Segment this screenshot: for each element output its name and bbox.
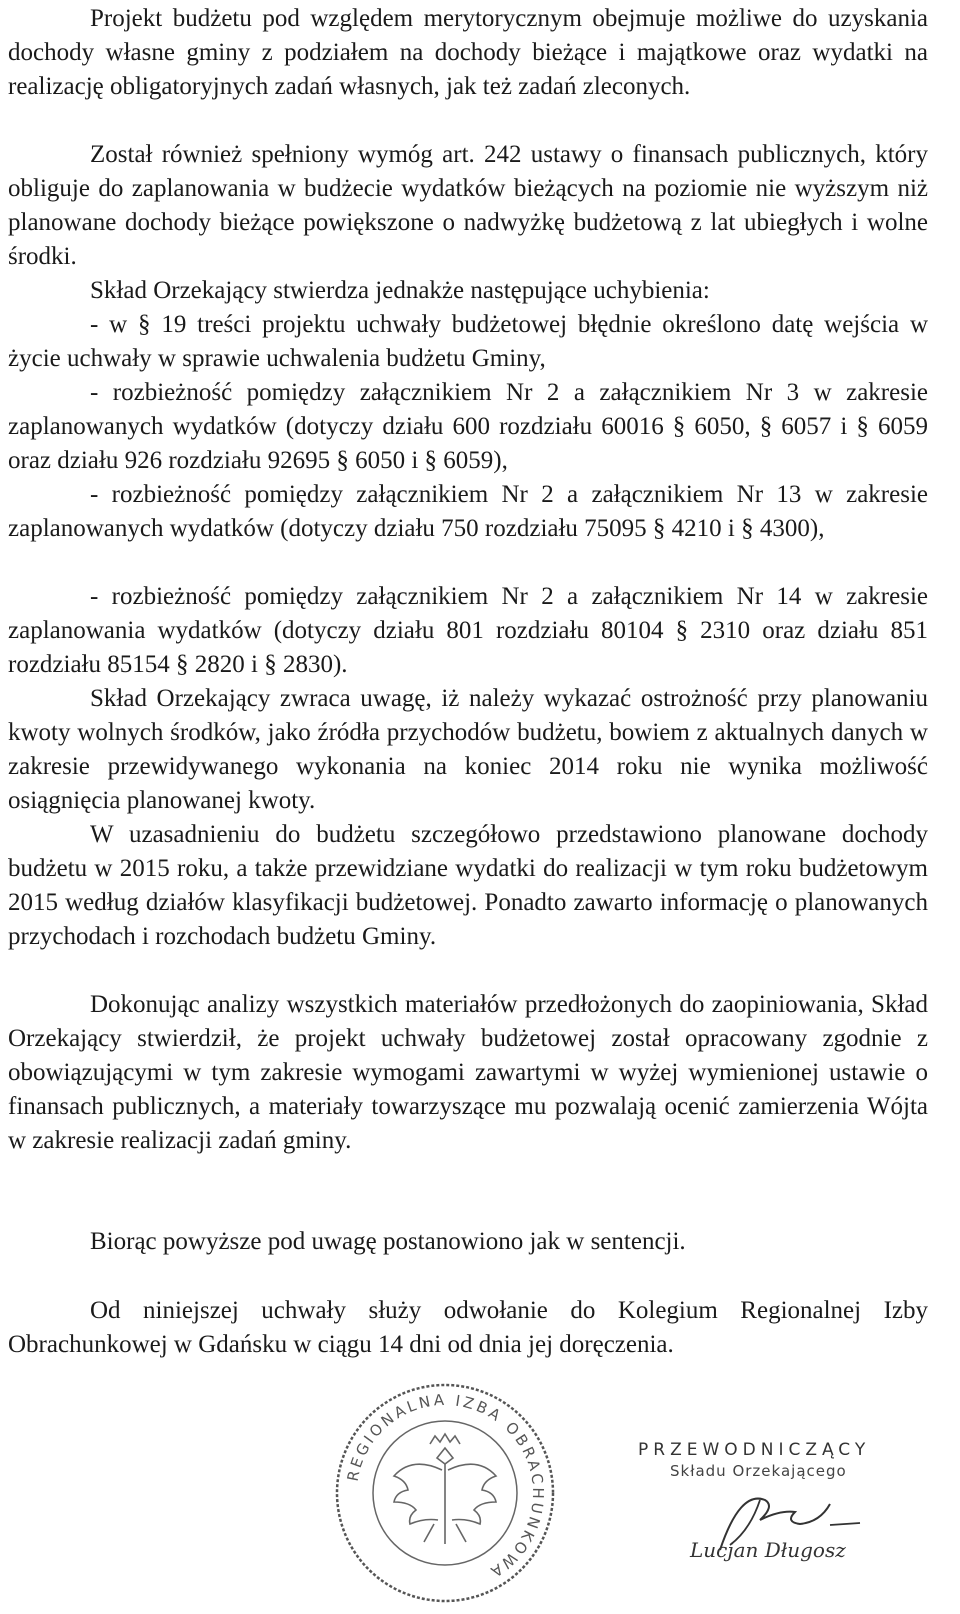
paragraph-project-scope: Projekt budżetu pod względem merytorycznym obejmuje możliwe do uzyskania dochody własne gminy z podziałem na dochody bieżące i majątkowe oraz wydatki na realizację obligatoryjnych zadań własnych, jak też zadań zleconych.: [8, 5, 928, 100]
signature-name: Lucjan Długosz: [690, 1538, 846, 1562]
paragraph-analysis-conclusion: Dokonując analizy wszystkich materiałów przedłożonych do zaopiniowania, Skład Orzekający stwierdził, że projekt uchwały budżetowej został opracowany zgodnie z obowiązującymi w tym zakresie wymogami zawartymi w wyżej wymienionej ustawie o finansach publicznych, a materiały towarzyszące mu pozwalają ocenić zamierzenia Wójta w zakresie realizacji zadań gminy.: [8, 991, 928, 1154]
signature-title: PRZEWODNICZĄCY: [638, 1440, 871, 1460]
list-item-shortcoming-2: - rozbieżność pomiędzy załącznikiem Nr 2 a załącznikiem Nr 3 w zakresie zaplanowanych wydatków (dotyczy działu 600 rozdziału 60016 § 6050, § 6057 i § 6059 oraz działu 926 rozdziału 92695 § 6050 i § 6059),: [8, 379, 928, 474]
paragraph-art-242: Został również spełniony wymóg art. 242 ustawy o finansach publicznych, który obliguje do zaplanowania w budżecie wydatków bieżących na poziomie nie wyższym niż planowane dochody bieżące powiększone o nadwyżkę budżetową z lat ubiegłych i wolne środki.: [8, 141, 928, 270]
official-stamp: [330, 1378, 560, 1608]
signature-block: [630, 1440, 930, 1610]
svg-text:REGIONALNA IZBA OBRACHUNKOWA: REGIONALNA IZBA OBRACHUNKOWA: [343, 1390, 548, 1583]
list-item-shortcoming-3: - rozbieżność pomiędzy załącznikiem Nr 2 a załącznikiem Nr 13 w zakresie zaplanowanych wydatków (dotyczy działu 750 rozdziału 75095 § 4210 i § 4300),: [8, 481, 928, 542]
list-item-shortcoming-1: - w § 19 treści projektu uchwały budżetowej błędnie określono datę wejścia w życie uchwały w sprawie uchwalenia budżetu Gminy,: [8, 311, 928, 372]
paragraph-decision: Biorąc powyższe pod uwagę postanowiono jak w sentencji.: [90, 1228, 686, 1255]
paragraph-justification: W uzasadnieniu do budżetu szczegółowo przedstawiono planowane dochody budżetu w 2015 roku, a także przewidziane wydatki do realizacji w tym roku budżetowym 2015 według działów klasyfikacji budżetowej. Ponadto zawarto informację o planowanych przychodach i rozchodach budżetu Gminy.: [8, 821, 928, 950]
paragraph-free-funds-caution: Skład Orzekający zwraca uwagę, iż należy wykazać ostrożność przy planowaniu kwoty wolnych środków, jako źródła przychodów budżetu, bowiem z aktualnych danych w zakresie przewidywanego wykonania na koniec 2014 roku nie wynika możliwość osiągnięcia planowanej kwoty.: [8, 685, 928, 814]
paragraph-shortcomings-intro: Skład Orzekający stwierdza jednakże następujące uchybienia:: [90, 277, 710, 304]
eagle-emblem-icon: [394, 1434, 496, 1544]
list-item-shortcoming-4: - rozbieżność pomiędzy załącznikiem Nr 2 a załącznikiem Nr 14 w zakresie zaplanowania wydatków (dotyczy działu 801 rozdziału 80104 § 2310 oraz działu 851 rozdziału 85154 § 2820 i § 2830).: [8, 583, 928, 678]
signature-subtitle: Składu Orzekającego: [670, 1462, 847, 1480]
paragraph-appeal-notice: Od niniejszej uchwały służy odwołanie do Kolegium Regionalnej Izby Obrachunkowej w Gdańsku w ciągu 14 dni od dnia jej doręczenia.: [8, 1297, 928, 1358]
